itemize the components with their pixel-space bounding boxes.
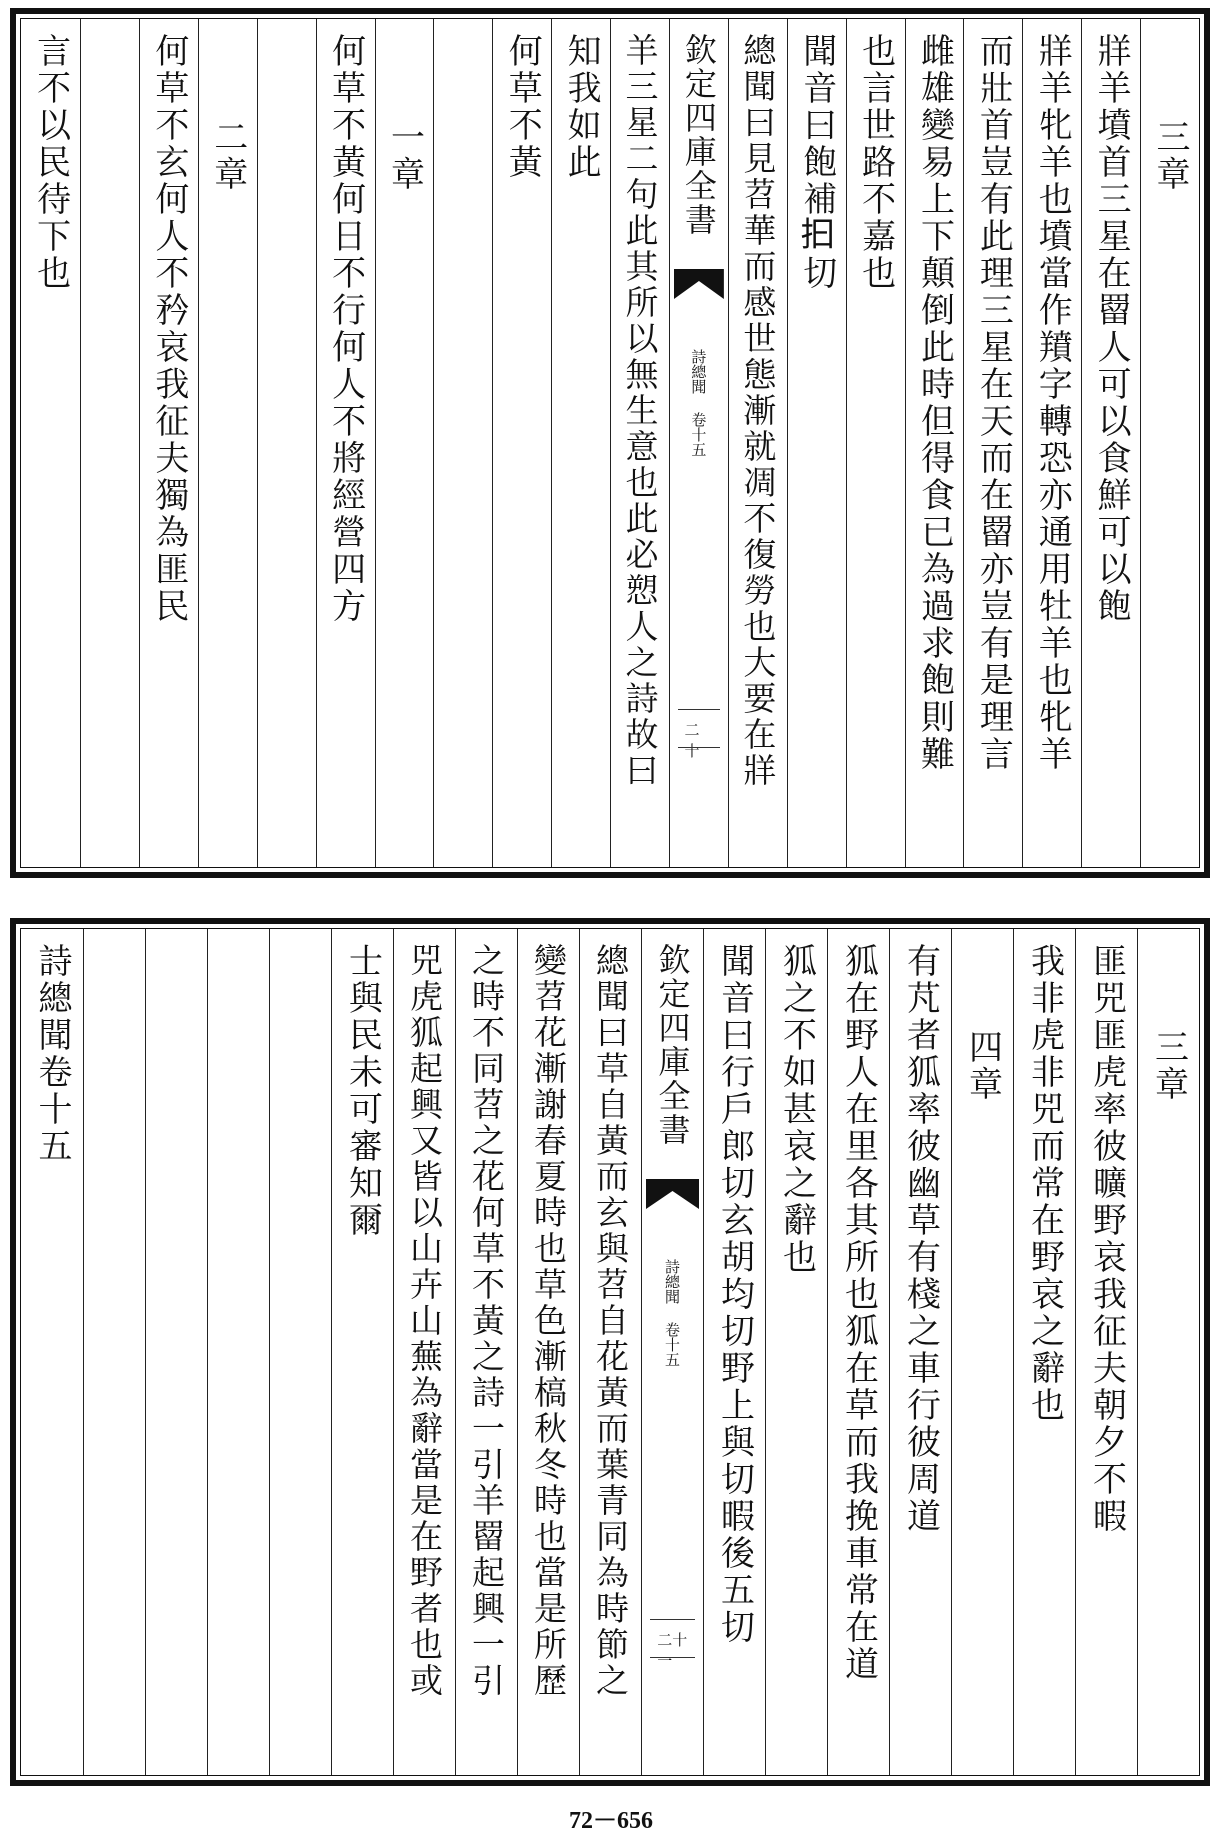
column-text: 知我如此 — [561, 33, 602, 181]
column-text: 而壯首豈有此理三星在天而在罶亦豈有是理言 — [973, 33, 1014, 773]
column-text: 二章 — [207, 119, 248, 193]
fish-tail-mark-icon — [674, 269, 724, 299]
gutter-volume-title: 詩總聞 卷十五 — [663, 1259, 681, 1367]
gutter-rule — [650, 1657, 695, 1658]
column-text: 總聞曰草自黃而玄與苕自花黃而葉青同為時節之 — [591, 943, 630, 1699]
column-text: 匪兕匪虎率彼曠野哀我征夫朝夕不暇 — [1086, 943, 1127, 1535]
text-column — [80, 19, 139, 867]
text-column — [1013, 929, 1075, 1775]
text-column — [963, 19, 1022, 867]
gutter-column — [641, 929, 703, 1775]
column-text: 牂羊墳首三星在罶人可以食鮮可以飽 — [1091, 33, 1132, 625]
text-column — [765, 929, 827, 1775]
column-text: 之時不同苕之花何草不黃之詩一引羊罶起興一引 — [467, 943, 506, 1699]
column-text: 詩總聞卷十五 — [32, 943, 72, 1165]
column-text: 兕虎狐起興又皆以山卉山蕪為辭當是在野者也或 — [405, 943, 444, 1699]
bottom-page-columns — [20, 928, 1200, 1776]
column-text: 一章 — [384, 119, 425, 193]
text-column — [551, 19, 610, 867]
text-column — [83, 929, 145, 1775]
text-column — [1075, 929, 1137, 1775]
text-column — [375, 19, 434, 867]
text-column — [492, 19, 551, 867]
text-column — [393, 929, 455, 1775]
bottom-page — [10, 918, 1210, 1786]
text-column — [579, 929, 641, 1775]
column-text: 聞音曰行戶郎切玄胡均切野上與切暇後五切 — [714, 943, 755, 1646]
text-column — [827, 929, 889, 1775]
column-text: 何草不黃 — [502, 33, 543, 181]
text-column — [905, 19, 964, 867]
text-column — [1022, 19, 1081, 867]
gutter-rule — [678, 747, 720, 748]
gutter-rule — [650, 1619, 695, 1620]
text-column — [207, 929, 269, 1775]
top-page — [10, 8, 1210, 878]
text-column — [433, 19, 492, 867]
text-column — [889, 929, 951, 1775]
text-column — [257, 19, 316, 867]
column-text: 有芃者狐率彼幽草有棧之車行彼周道 — [900, 943, 941, 1535]
text-column — [517, 929, 579, 1775]
gutter-volume-title: 詩總聞 卷十五 — [689, 349, 708, 457]
column-text: 言不以民待下也 — [30, 33, 71, 292]
text-column — [846, 19, 905, 867]
gutter-page-number: 二十一 — [657, 1631, 688, 1670]
text-column — [787, 19, 846, 867]
fish-tail-mark-icon — [646, 1179, 699, 1209]
text-column — [703, 929, 765, 1775]
page-number-footer: 72－656 — [569, 1808, 653, 1834]
text-column — [198, 19, 257, 867]
column-text: 聞音曰飽補𢪏切 — [796, 33, 837, 292]
text-column — [728, 19, 787, 867]
column-text: 變苕花漸謝春夏時也草色漸槁秋冬時也當是所歷 — [529, 943, 568, 1699]
gutter-rule — [678, 709, 720, 710]
text-column — [21, 19, 80, 867]
column-text: 羊三星二句此其所以無生意也此必愬人之詩故曰 — [620, 33, 660, 789]
text-column — [316, 19, 375, 867]
column-text: 三章 — [1150, 119, 1191, 193]
text-column — [1140, 19, 1199, 867]
column-text: 總聞曰見苕華而感世態漸就凋不復勞也大要在牂 — [738, 33, 778, 789]
gutter-page-number: 二十 — [684, 721, 700, 760]
text-column — [1081, 19, 1140, 867]
text-column — [269, 929, 331, 1775]
text-column — [331, 929, 393, 1775]
top-page-columns — [20, 18, 1200, 868]
text-column — [1137, 929, 1199, 1775]
column-text: 雌雄變易上下顛倒此時但得食已為過求飽則難 — [914, 33, 955, 773]
text-column — [21, 929, 83, 1775]
gutter-book-title: 欽定四庫全書 — [653, 943, 692, 1147]
text-column — [610, 19, 669, 867]
text-column — [951, 929, 1013, 1775]
column-text: 牂羊牝羊也墳當作羵字轉恐亦通用牡羊也牝羊 — [1032, 33, 1073, 773]
text-column — [139, 19, 198, 867]
text-column — [145, 929, 207, 1775]
column-text: 狐之不如甚哀之辭也 — [776, 943, 817, 1276]
text-column — [455, 929, 517, 1775]
column-text: 也言世路不嘉也 — [855, 33, 896, 292]
column-text: 士與民未可審知爾 — [342, 943, 383, 1239]
column-text: 狐在野人在里各其所也狐在草而我挽車常在道 — [838, 943, 879, 1683]
column-text: 四章 — [962, 1029, 1003, 1103]
column-text: 何草不黃何日不行何人不將經營四方 — [325, 33, 366, 625]
gutter-book-title: 欽定四庫全書 — [679, 33, 718, 237]
column-text: 何草不玄何人不矜哀我征夫獨為匪民 — [148, 33, 189, 625]
gutter-column — [669, 19, 728, 867]
column-text: 我非虎非兕而常在野哀之辭也 — [1024, 943, 1065, 1424]
column-text: 三章 — [1148, 1029, 1189, 1103]
